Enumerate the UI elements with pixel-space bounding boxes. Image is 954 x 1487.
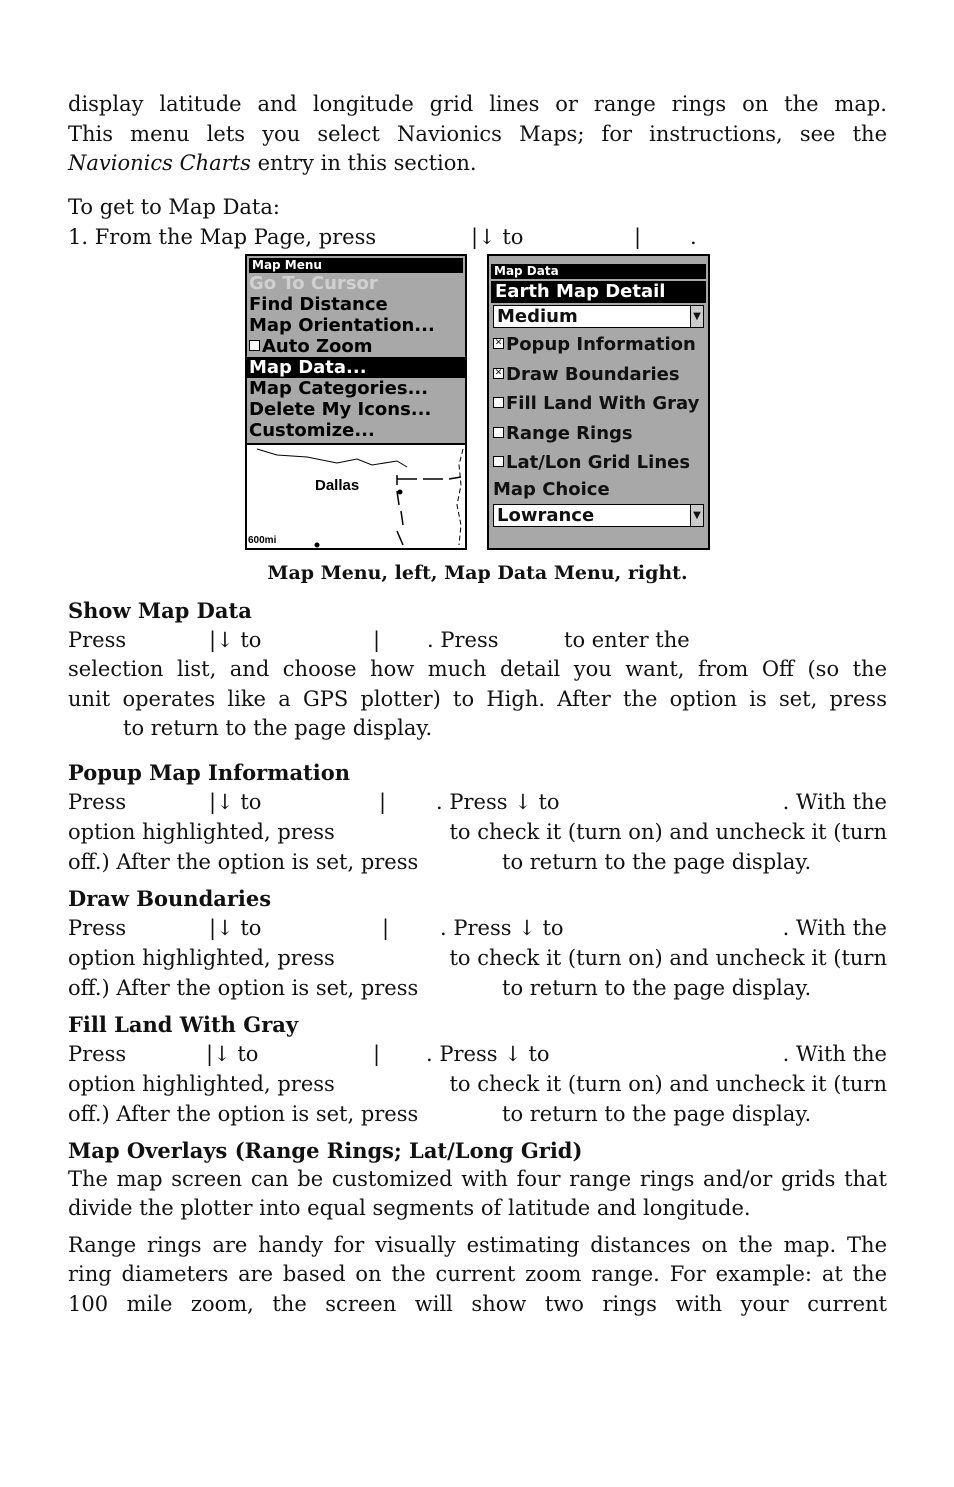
popup-line-2: option highlighted, press to check it (turn on) and uncheck it (turn (68, 819, 887, 844)
fill-line-3: off.) After the option is set, press to return to the page display. (68, 1101, 812, 1126)
map-menu-item[interactable]: Find Distance (249, 294, 388, 315)
map-menu-item[interactable]: Auto Zoom (247, 336, 465, 357)
dropdown-arrow-icon: ▼ (690, 306, 703, 327)
heading-draw-boundaries: Draw Boundaries (68, 885, 272, 911)
map-city-label: Dallas (315, 477, 360, 494)
intro-line-1: display latitude and longitude grid lines or range rings on the map. (68, 92, 887, 116)
figure-caption: Map Menu, left, Map Data Menu, right. (267, 562, 688, 584)
overlays-paragraph-1: The map screen can be customized with four range rings and/or grids that divide the plotter into equal segments of latitude and longitude. (68, 1166, 887, 1220)
checked-checkbox-icon[interactable]: ✕ (494, 338, 503, 348)
earth-map-detail-label[interactable]: Earth Map Detail (491, 281, 706, 303)
dropdown-arrow-icon: ▼ (690, 505, 703, 526)
earth-map-detail-dropdown[interactable]: Medium ▼ (493, 305, 704, 328)
map-menu-item[interactable]: Map Orientation... (249, 315, 435, 336)
map-menu-item[interactable]: Map Categories... (249, 378, 429, 399)
step-1: 1. From the Map Page, press |↓ to | . (68, 225, 697, 249)
get-to-label: To get to Map Data: (68, 194, 280, 219)
map-menu-item[interactable]: Customize... (249, 420, 375, 441)
map-menu-item[interactable]: Delete My Icons... (249, 399, 432, 420)
map-data-option[interactable]: Fill Land With Gray (489, 389, 708, 419)
map-data-option[interactable]: ✕ Draw Boundaries (494, 363, 680, 385)
map-choice-dropdown[interactable]: Lowrance ▼ (493, 504, 704, 527)
overlays-paragraph-2: Range rings are handy for visually estimating distances on the map. The ring diameters are based on the current zoom range. For example: at the 100 mile zoom, the screen will show two rings with your current (68, 1232, 887, 1316)
fill-line-1: Press |↓ to | . Press ↓ to . With the (68, 1041, 887, 1066)
draw-line-3: off.) After the option is set, press to return to the page display. (68, 975, 812, 1000)
heading-popup-map-information: Popup Map Information (68, 759, 351, 785)
show-line-1: Press |↓ to | . Press to enter the (68, 628, 690, 652)
map-preview (247, 443, 465, 548)
map-data-options (489, 330, 708, 478)
intro-line-2: This menu lets you select Navionics Maps; for instructions, see the (68, 121, 887, 146)
draw-line-1: Press |↓ to | . Press ↓ to . With the (68, 915, 887, 940)
checked-checkbox-icon[interactable]: ✕ (494, 367, 503, 378)
checkbox-icon[interactable] (493, 427, 504, 438)
map-menu-list (247, 273, 465, 441)
screenshot-figures (68, 254, 887, 554)
map-menu-title: Map Menu (249, 258, 463, 273)
show-line-2: selection list, and choose how much detail you want, from Off (so the (68, 657, 887, 681)
intro-line-3: Navionics Charts entry in this section. (68, 151, 477, 175)
map-menu-screen (245, 254, 467, 550)
city-dot (398, 490, 403, 495)
manual-page (68, 90, 887, 1319)
popup-line-3: off.) After the option is set, press to return to the page display. (68, 849, 812, 874)
checkbox-icon[interactable] (493, 456, 504, 467)
map-preview-graphic (247, 445, 465, 548)
heading-fill-land-with-gray: Fill Land With Gray (68, 1011, 299, 1037)
heading-map-overlays: Map Overlays (Range Rings; Lat/Long Grid) (68, 1137, 583, 1163)
map-data-screen (487, 254, 710, 550)
checkbox-icon[interactable] (493, 397, 504, 408)
map-data-option[interactable]: Range Rings (489, 419, 708, 449)
map-choice-label: Map Choice (493, 478, 610, 500)
checkbox-icon[interactable] (249, 340, 260, 351)
map-menu-item[interactable]: Go To Cursor (249, 273, 378, 294)
show-line-4: to return to the page display. (123, 716, 433, 740)
fill-line-2: option highlighted, press to check it (turn on) and uncheck it (turn (68, 1071, 887, 1096)
draw-line-2: option highlighted, press to check it (turn on) and uncheck it (turn (68, 945, 887, 970)
heading-show-map-data: Show Map Data (68, 598, 252, 623)
map-scale-label: 600mi (248, 535, 277, 546)
show-line-3: unit operates like a GPS plotter) to High. After the option is set, press (68, 686, 887, 711)
popup-line-1: Press |↓ to | . Press ↓ to . With the (68, 789, 887, 814)
map-data-option[interactable]: ✕ Popup Information (494, 334, 696, 355)
navionics-charts-ref: Navionics Charts (68, 151, 251, 175)
map-menu-item[interactable]: Map Data... (247, 357, 465, 378)
map-data-title: Map Data (491, 264, 706, 279)
map-data-option[interactable]: Lat/Lon Grid Lines (489, 448, 708, 478)
